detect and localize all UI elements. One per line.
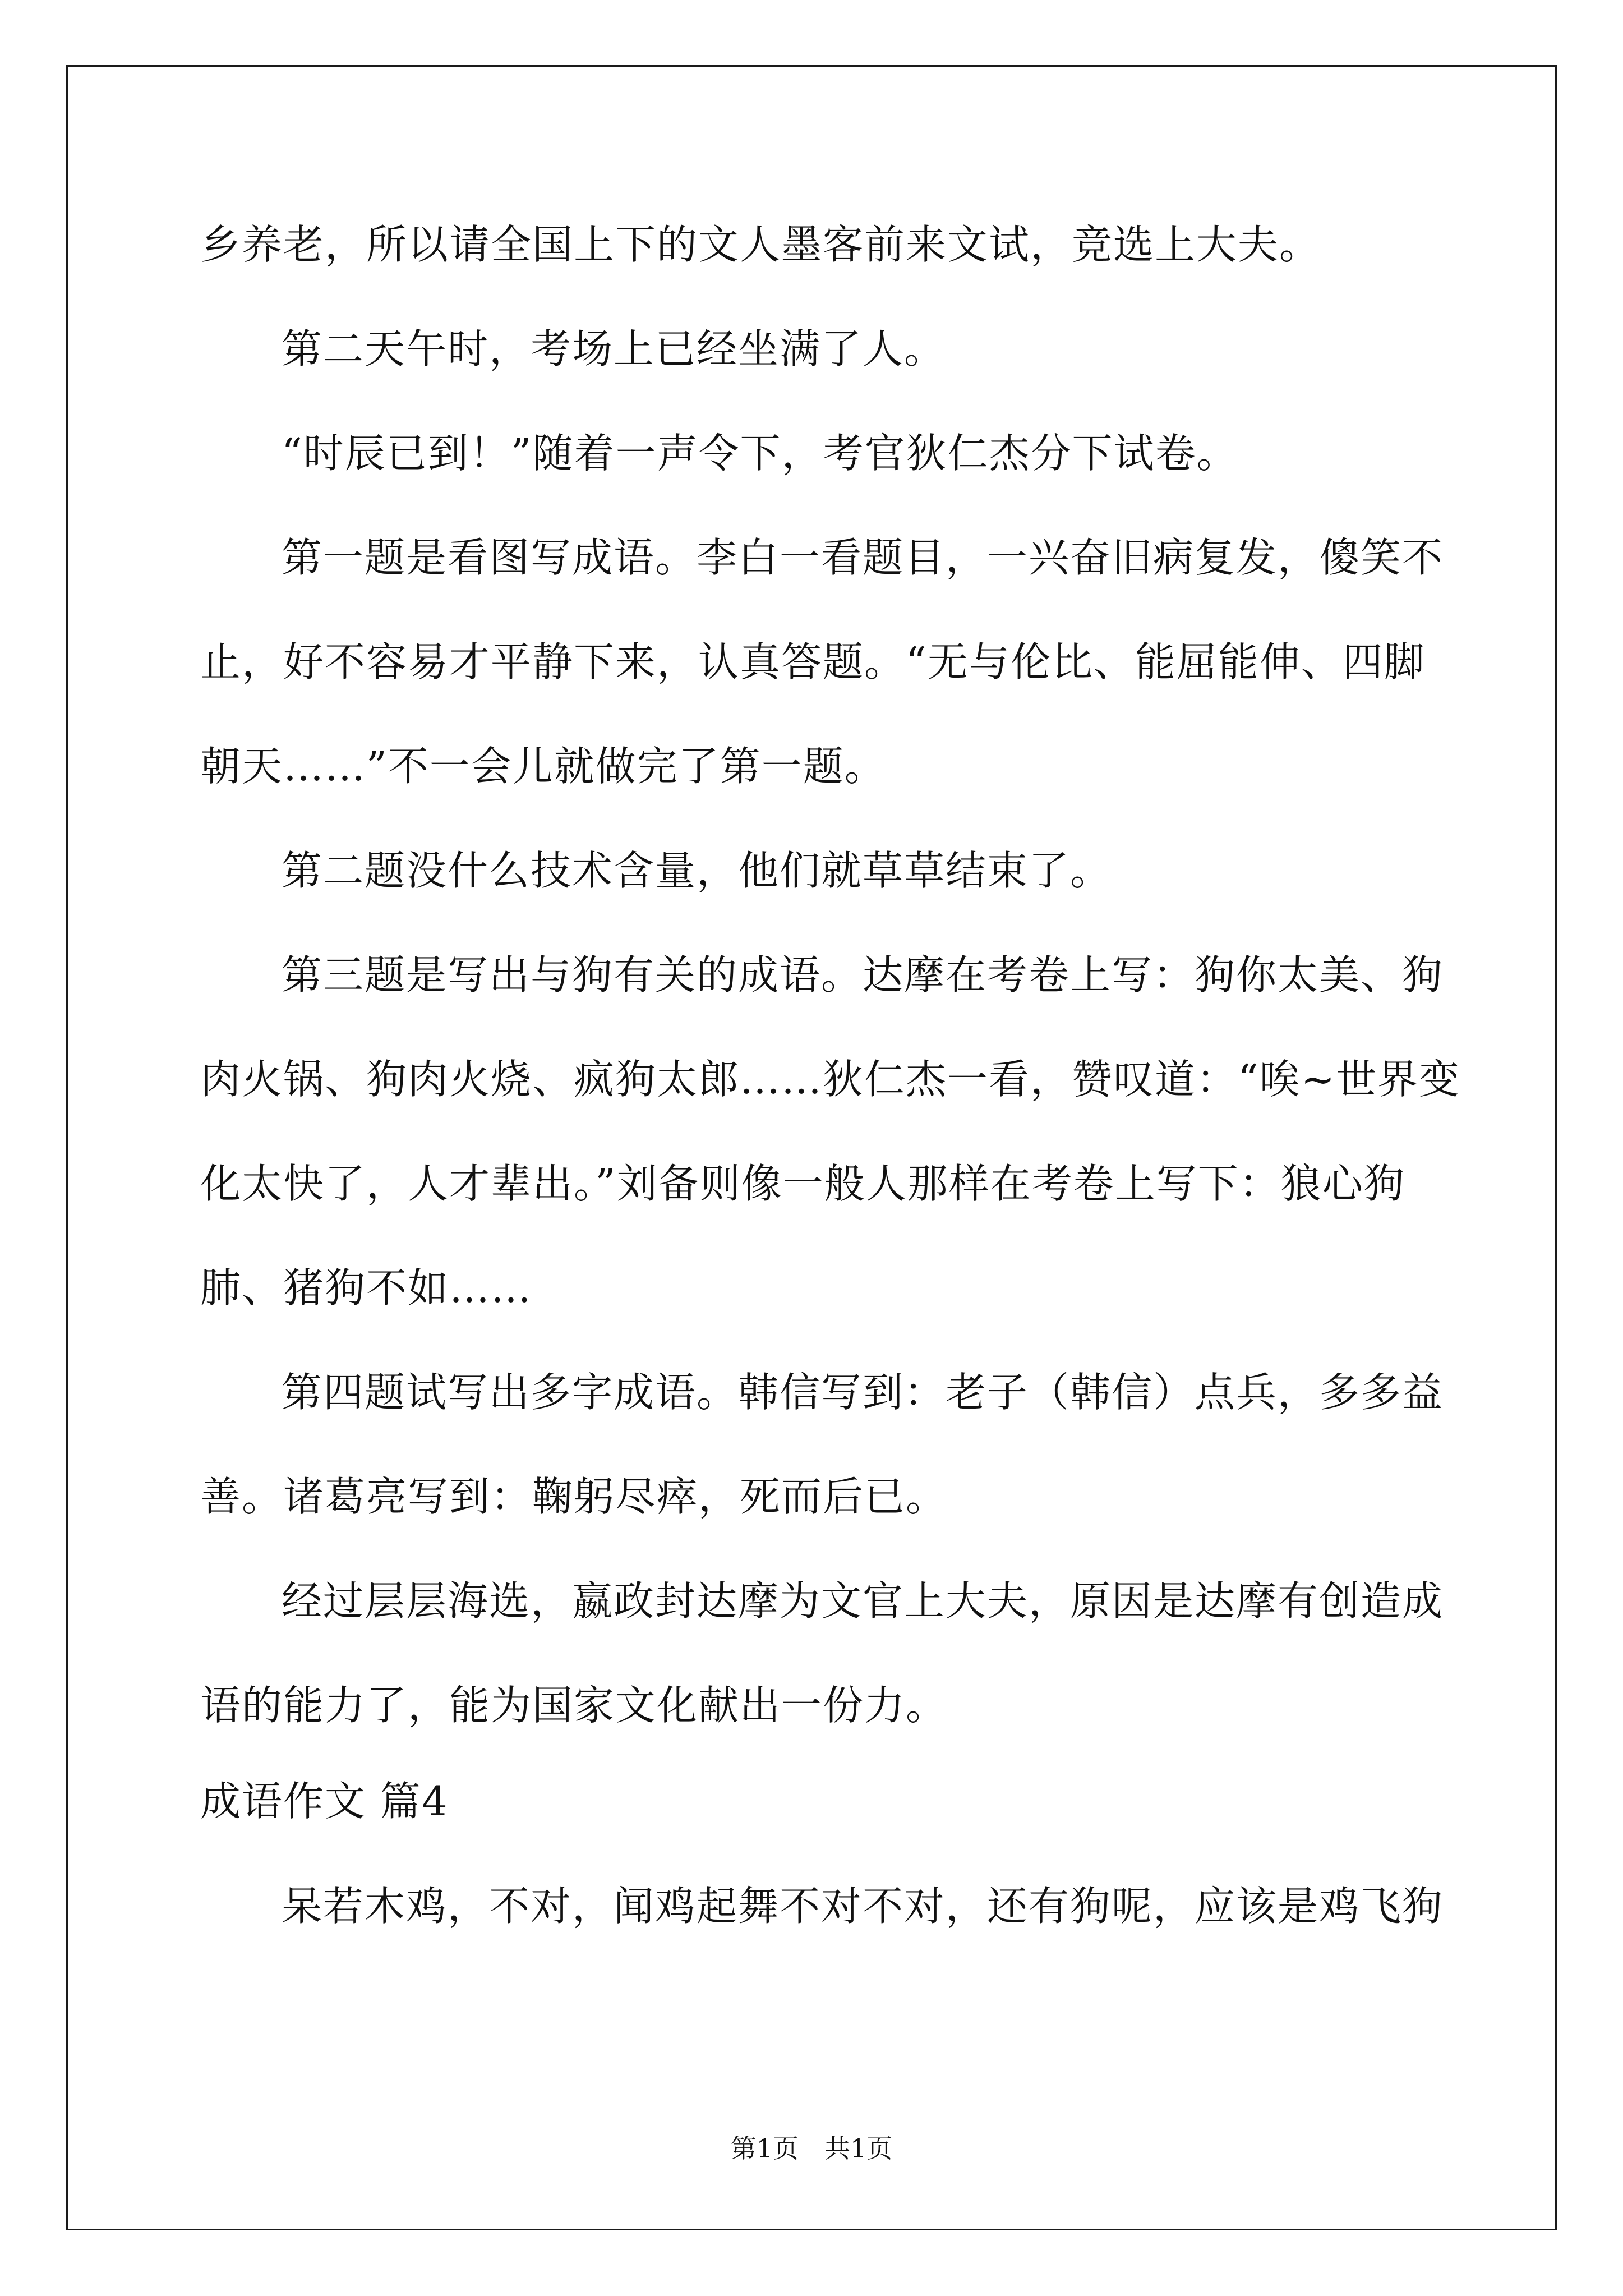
text-line: 朝天……”不一会儿就做完了第一题。 — [200, 743, 886, 790]
text-line: 善。诸葛亮写到：鞠躬尽瘁，死而后已。 — [200, 1473, 948, 1520]
text-line: 乡养老，所以请全国上下的文人墨客前来文试，竞选上大夫。 — [200, 221, 1321, 268]
text-line: 肺、猪狗不如…… — [200, 1264, 533, 1312]
text-line: 经过层层海选，嬴政封达摩为文官上大夫，原因是达摩有创造成 — [282, 1577, 1444, 1625]
text-line: 化太快了，人才辈出。”刘备则像一般人那样在考卷上写下：狼心狗 — [200, 1160, 1405, 1207]
text-line: 第二题没什么技术含量，他们就草草结束了。 — [282, 847, 1112, 894]
text-line: 第四题试写出多字成语。韩信写到：老子（韩信）点兵，多多益 — [282, 1369, 1444, 1416]
text-line: 第二天午时，考场上已经坐满了人。 — [282, 325, 946, 372]
text-line: 止，好不容易才平静下来，认真答题。“无与伦比、能屈能伸、四脚 — [200, 638, 1426, 685]
text-line: 呆若木鸡，不对，闻鸡起舞不对不对，还有狗呢，应该是鸡飞狗 — [282, 1883, 1444, 1930]
section-heading: 成语作文 篇4 — [200, 1778, 449, 1825]
page-footer: 第1页 共1页 — [730, 2133, 893, 2164]
text-line: 第一题是看图写成语。李白一看题目，一兴奋旧病复发，傻笑不 — [282, 534, 1444, 581]
text-line: 肉火锅、狗肉火烧、疯狗太郎……狄仁杰一看，赞叹道：“唉~世界变 — [200, 1056, 1461, 1103]
text-line: 第三题是写出与狗有关的成语。达摩在考卷上写：狗你太美、狗 — [282, 951, 1444, 999]
text-line: 语的能力了，能为国家文化献出一份力。 — [200, 1682, 948, 1729]
text-line: “时辰已到！”随着一声令下，考官狄仁杰分下试卷。 — [282, 430, 1238, 477]
